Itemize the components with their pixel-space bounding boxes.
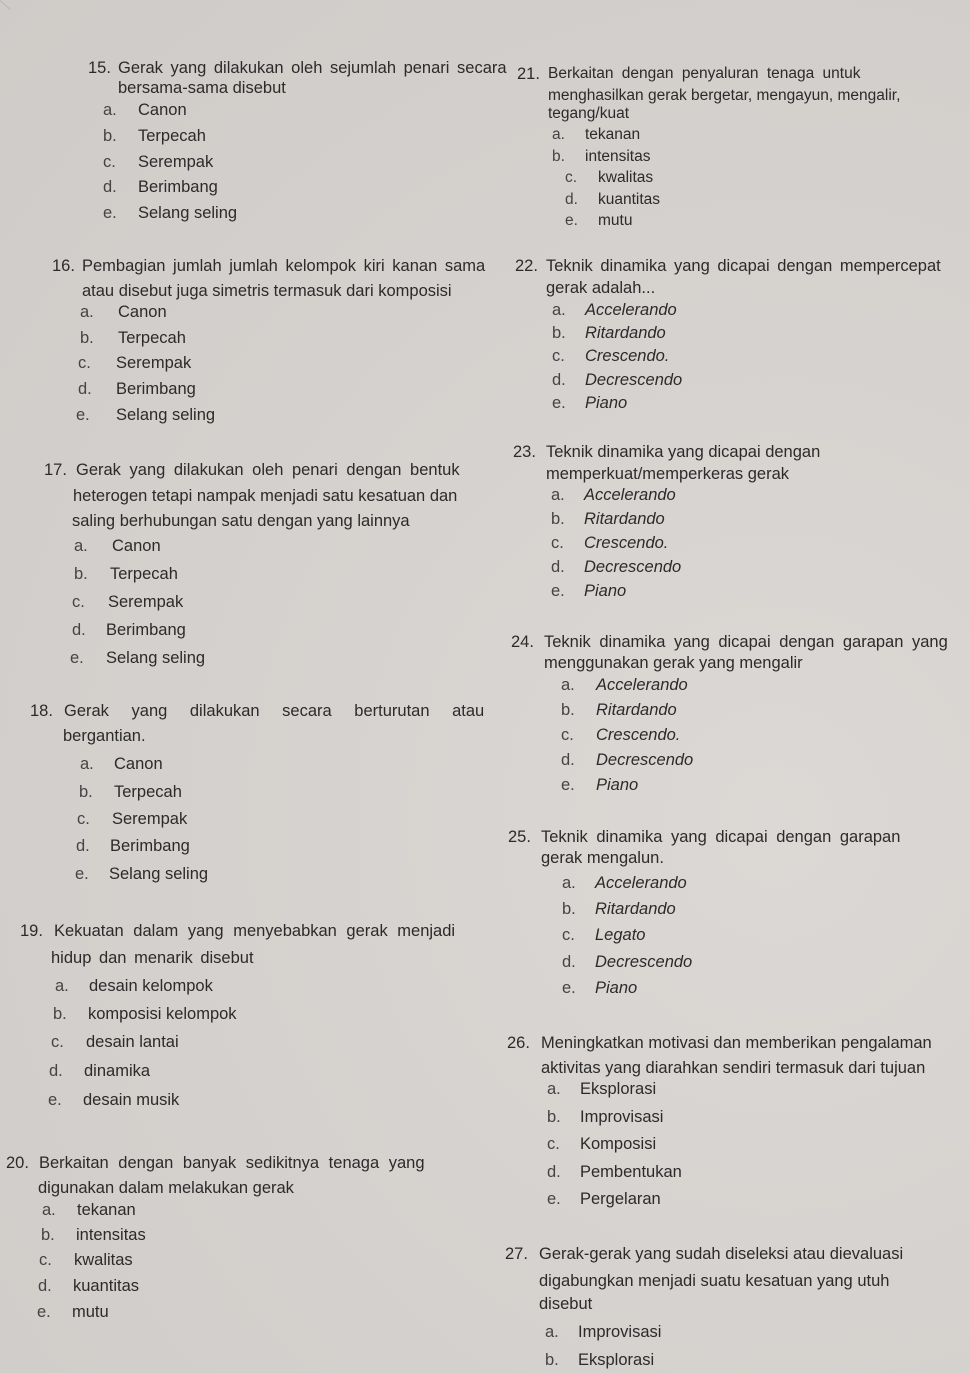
option-letter: c.: [78, 354, 91, 372]
option-text: kwalitas: [74, 1251, 133, 1269]
option-letter: b.: [53, 1005, 67, 1023]
option-text: Canon: [118, 303, 167, 321]
question-stem-line: atau disebut juga simetris termasuk dari komposisi: [82, 282, 452, 300]
question-stem-line: digunakan dalam melakukan gerak: [38, 1179, 294, 1197]
question-stem-line: Kekuatan dalam yang menyebabkan gerak menjadi: [54, 922, 456, 940]
question-26: [507, 1035, 962, 1215]
option-letter: a.: [562, 874, 576, 892]
option-letter: a.: [545, 1323, 559, 1341]
option-text: Berimbang: [138, 178, 218, 196]
option-text: Improvisasi: [578, 1323, 662, 1341]
option-text: Serempak: [108, 593, 184, 611]
option-text: Crescendo.: [584, 534, 669, 552]
option-letter: a.: [80, 303, 94, 321]
question-stem-line: Teknik dinamika yang dicapai dengan: [546, 443, 821, 461]
option-letter: a.: [552, 126, 565, 143]
question-stem-line: Teknik dinamika yang dicapai dengan mempercepat: [546, 257, 941, 275]
option-letter: b.: [545, 1351, 559, 1369]
option-letter: c.: [551, 534, 564, 552]
option-text: Terpecah: [138, 127, 206, 145]
option-letter: b.: [552, 324, 566, 342]
option-text: Selang seling: [116, 406, 216, 424]
option-text: Ritardando: [584, 510, 665, 528]
question-number: 24.: [511, 633, 534, 651]
option-letter: e.: [70, 649, 84, 667]
option-text: Eksplorasi: [580, 1080, 657, 1098]
option-letter: b.: [103, 127, 117, 145]
question-stem-line: Pembagian jumlah jumlah kelompok kiri kanan sama: [82, 257, 486, 275]
option-letter: d.: [49, 1062, 63, 1080]
question-stem-line: menggunakan gerak yang mengalir: [544, 654, 803, 672]
option-letter: e.: [103, 204, 117, 222]
question-stem-line: Teknik dinamika yang dicapai dengan garapan yang: [544, 633, 948, 651]
option-letter: d.: [551, 558, 565, 576]
question-stem-line: saling berhubungan satu dengan yang lainnya: [72, 512, 410, 530]
option-text: Serempak: [138, 153, 214, 171]
option-text: Piano: [595, 979, 638, 997]
option-text: tekanan: [77, 1201, 136, 1219]
option-letter: d.: [552, 371, 566, 389]
option-letter: e.: [76, 406, 90, 424]
option-letter: e.: [547, 1190, 561, 1208]
question-number: 26.: [507, 1034, 530, 1052]
question-stem-line: heterogen tetapi nampak menjadi satu kesatuan dan: [73, 487, 458, 505]
question-number: 18.: [30, 702, 53, 720]
option-text: Pergelaran: [580, 1190, 661, 1208]
question-23: [513, 444, 953, 604]
question-21: [517, 66, 957, 231]
option-text: Terpecah: [118, 329, 186, 347]
option-letter: c.: [562, 926, 575, 944]
question-stem-line: gerak mengalun.: [541, 849, 664, 867]
question-19: [20, 923, 480, 1113]
question-stem-line: Berkaitan dengan penyaluran tenaga untuk: [548, 65, 861, 82]
option-letter: a.: [551, 486, 565, 504]
option-text: Berimbang: [110, 837, 190, 855]
question-number: 21.: [517, 65, 540, 83]
option-letter: b.: [74, 565, 88, 583]
option-letter: a.: [561, 676, 575, 694]
question-25: [508, 829, 948, 999]
option-text: Pembentukan: [580, 1163, 682, 1181]
option-text: Canon: [112, 537, 161, 555]
option-letter: b.: [552, 148, 565, 165]
option-letter: b.: [562, 900, 576, 918]
question-stem-line: Gerak yang dilakukan oleh penari dengan bentuk: [76, 461, 460, 479]
option-text: Decrescendo: [595, 953, 693, 971]
option-letter: e.: [552, 394, 566, 412]
question-15: [88, 59, 507, 230]
option-letter: c.: [72, 593, 85, 611]
question-27: [505, 1246, 960, 1373]
question-stem-line: digabungkan menjadi suatu kesatuan yang utuh: [539, 1272, 890, 1290]
question-stem-line: menghasilkan gerak bergetar, mengayun, mengalir,: [548, 87, 901, 104]
question-stem-line: memperkuat/memperkeras gerak: [546, 465, 790, 483]
option-letter: b.: [79, 783, 93, 801]
question-stem-line: Meningkatkan motivasi dan memberikan pengalaman: [541, 1034, 932, 1052]
option-text: Berimbang: [116, 380, 196, 398]
option-letter: d.: [565, 191, 578, 208]
option-letter: c.: [565, 169, 578, 186]
option-text: Terpecah: [114, 783, 182, 801]
option-letter: e.: [561, 776, 575, 794]
option-text: Accelerando: [595, 874, 687, 892]
page-corner-fold: [0, 0, 11, 20]
option-text: kuantitas: [73, 1277, 140, 1295]
question-number: 23.: [513, 443, 536, 461]
option-text: desain kelompok: [89, 977, 213, 995]
option-letter: b.: [547, 1108, 561, 1126]
option-letter: e.: [551, 582, 565, 600]
option-letter: b.: [551, 510, 565, 528]
option-text: Crescendo.: [585, 347, 670, 365]
question-number: 25.: [508, 828, 531, 846]
option-text: Piano: [596, 776, 639, 794]
option-letter: d.: [561, 751, 575, 769]
question-18: [30, 702, 485, 883]
option-text: Berimbang: [106, 621, 186, 639]
question-number: 22.: [515, 257, 538, 275]
option-text: mutu: [72, 1303, 109, 1321]
option-text: dinamika: [84, 1062, 151, 1080]
option-letter: d.: [562, 953, 576, 971]
option-letter: a.: [552, 301, 566, 319]
question-stem-line: hidup dan menarik disebut: [51, 949, 254, 967]
option-text: desain lantai: [86, 1033, 179, 1051]
option-text: Ritardando: [585, 324, 666, 342]
question-stem-line: Gerak yang dilakukan secara berturutan atau: [64, 702, 485, 720]
option-text: Ritardando: [596, 701, 677, 719]
option-text: Eksplorasi: [578, 1351, 655, 1369]
question-stem-line: Berkaitan dengan banyak sedikitnya tenaga yang: [39, 1154, 425, 1172]
question-17: [44, 462, 484, 672]
option-letter: d.: [103, 178, 117, 196]
option-text: Canon: [114, 755, 163, 773]
option-letter: d.: [547, 1163, 561, 1181]
question-16: [52, 258, 492, 428]
option-letter: e.: [75, 865, 89, 883]
option-text: Accelerando: [584, 486, 676, 504]
option-text: Piano: [585, 394, 628, 412]
question-stem-line: disebut: [539, 1295, 593, 1313]
option-letter: a.: [55, 977, 69, 995]
option-text: Ritardando: [595, 900, 676, 918]
option-text: desain musik: [83, 1091, 180, 1109]
question-stem-line: gerak adalah...: [546, 279, 656, 297]
option-text: Decrescendo: [596, 751, 694, 769]
question-number: 20.: [6, 1154, 29, 1172]
option-text: mutu: [598, 212, 633, 229]
option-letter: b.: [80, 329, 94, 347]
question-stem-line: tegang/kuat: [548, 105, 630, 122]
option-letter: a.: [103, 101, 117, 119]
question-number: 27.: [505, 1245, 528, 1263]
option-text: komposisi kelompok: [88, 1005, 237, 1023]
option-letter: c.: [561, 726, 574, 744]
option-text: Decrescendo: [584, 558, 682, 576]
question-20: [6, 1155, 466, 1325]
option-letter: d.: [38, 1277, 52, 1295]
question-number: 19.: [20, 922, 43, 940]
option-text: Improvisasi: [580, 1108, 664, 1126]
question-number: 15.: [88, 59, 111, 77]
option-letter: d.: [72, 621, 86, 639]
question-number: 16.: [52, 257, 75, 275]
option-text: Selang seling: [109, 865, 209, 883]
option-text: Selang seling: [106, 649, 206, 667]
option-letter: e.: [37, 1303, 51, 1321]
option-text: Serempak: [112, 810, 188, 828]
question-24: [511, 634, 961, 799]
option-text: Decrescendo: [585, 371, 683, 389]
option-text: Accelerando: [585, 301, 677, 319]
option-text: Accelerando: [596, 676, 688, 694]
option-letter: c.: [77, 810, 90, 828]
option-text: Canon: [138, 101, 187, 119]
question-22: [515, 258, 955, 418]
option-letter: c.: [552, 347, 565, 365]
option-text: intensitas: [76, 1226, 146, 1244]
option-text: Legato: [595, 926, 646, 944]
option-text: kwalitas: [598, 169, 654, 186]
option-letter: b.: [561, 701, 575, 719]
question-stem-line: bergantian.: [63, 727, 146, 745]
question-stem-line: Gerak-gerak yang sudah diseleksi atau dievaluasi: [539, 1245, 904, 1263]
question-stem-line: aktivitas yang diarahkan sendiri termasuk dari tujuan: [541, 1059, 926, 1077]
option-text: Komposisi: [580, 1135, 657, 1153]
option-letter: e.: [565, 212, 578, 229]
option-text: Piano: [584, 582, 627, 600]
question-stem-line: Gerak yang dilakukan oleh sejumlah penari secara: [118, 59, 507, 77]
option-letter: c.: [547, 1135, 560, 1153]
option-letter: d.: [76, 837, 90, 855]
option-text: intensitas: [585, 148, 651, 165]
option-text: tekanan: [585, 126, 641, 143]
option-text: Serempak: [116, 354, 192, 372]
option-text: Terpecah: [110, 565, 178, 583]
option-text: Crescendo.: [596, 726, 681, 744]
option-letter: c.: [39, 1251, 52, 1269]
question-stem-line: bersama-sama disebut: [118, 79, 286, 97]
option-letter: e.: [48, 1091, 62, 1109]
option-letter: b.: [41, 1226, 55, 1244]
option-letter: a.: [42, 1201, 56, 1219]
option-text: kuantitas: [598, 191, 661, 208]
question-number: 17.: [44, 461, 67, 479]
option-letter: a.: [547, 1080, 561, 1098]
option-text: Selang seling: [138, 204, 238, 222]
option-letter: a.: [80, 755, 94, 773]
option-letter: c.: [51, 1033, 64, 1051]
option-letter: d.: [78, 380, 92, 398]
option-letter: e.: [562, 979, 576, 997]
option-letter: c.: [103, 153, 116, 171]
question-stem-line: Teknik dinamika yang dicapai dengan garapan: [541, 828, 901, 846]
option-letter: a.: [74, 537, 88, 555]
